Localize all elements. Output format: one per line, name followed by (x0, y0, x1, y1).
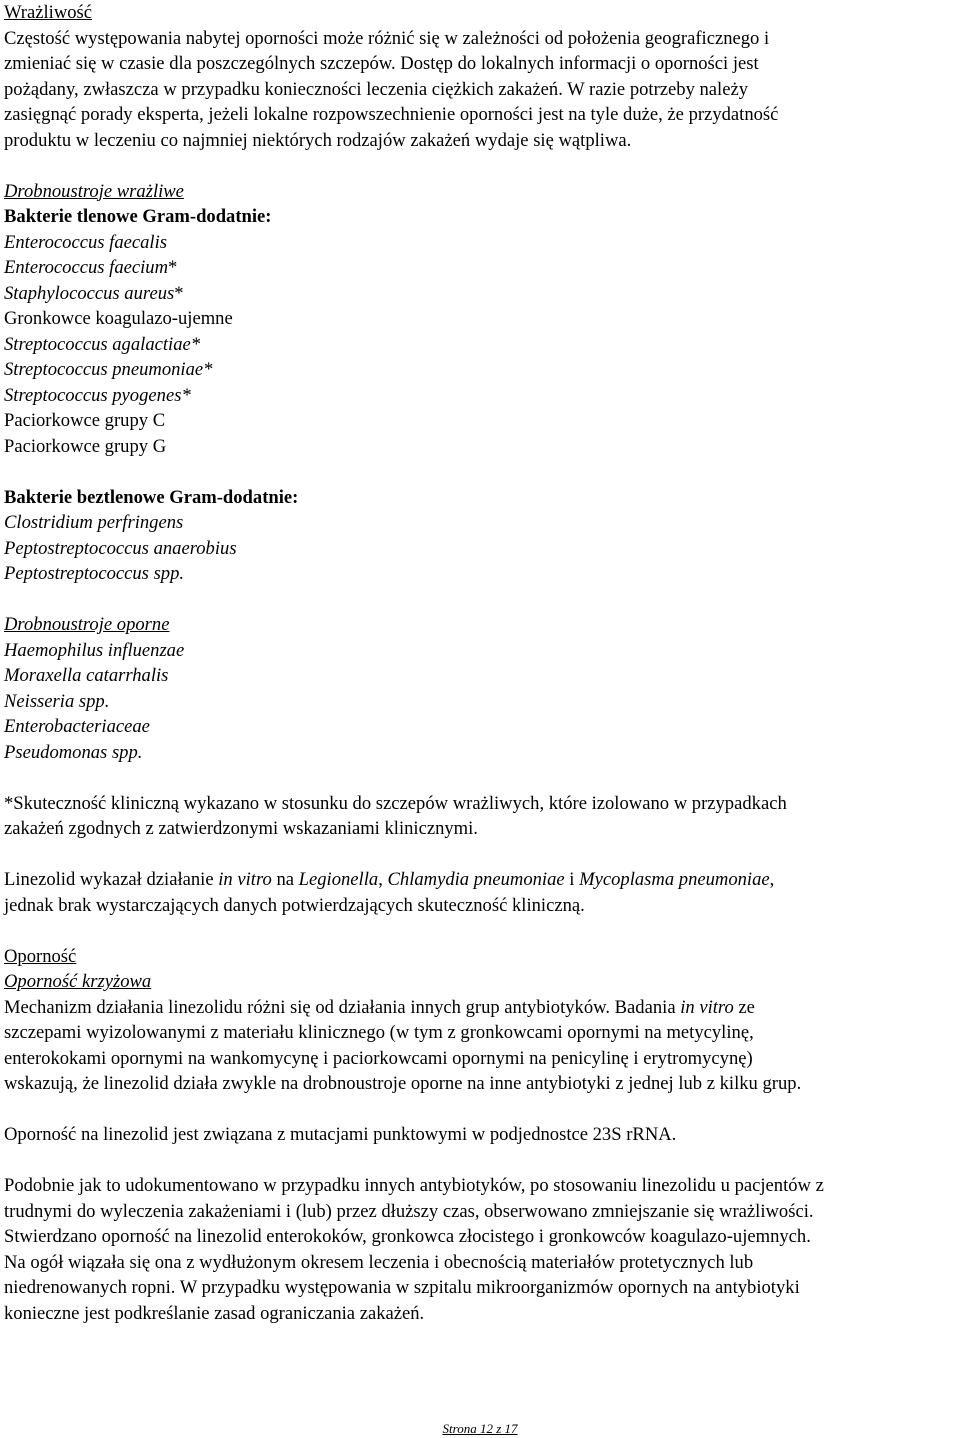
organism-item: Enterococcus faecium* (4, 257, 178, 278)
organism-item: Pseudomonas spp. (4, 741, 143, 763)
paragraph-line: zmieniać się w czasie dla poszczególnych szczepów. Dostęp do lokalnych informacji o oporności jest (4, 53, 759, 74)
paragraph-line: szczepami wyizolowanymi z materiału klinicznego (w tym z gronkowcami opornymi na metycylinę, (4, 1022, 754, 1043)
organism-item: Streptococcus agalactiae* (4, 333, 201, 355)
page-number-footer: Strona 12 z 17 (442, 1421, 518, 1436)
paragraph-line: Mechanizm działania linezolidu różni się od działania innych grup antybiotyków. Badania in vitro ze (4, 996, 755, 1018)
organism-item: Gronkowce koagulazo-ujemne (4, 308, 233, 329)
opornosc-heading: Oporność (4, 945, 77, 967)
organism-item: Paciorkowce grupy C (4, 410, 166, 431)
organism-item: Peptostreptococcus anaerobius (4, 537, 237, 559)
paragraph-line: enterokokami opornymi na wankomycynę i paciorkowcami opornymi na penicylinę i erytromycynę) (4, 1047, 753, 1069)
paragraph-line: produktu w leczeniu co najmniej niektórych rodzajów zakażeń wydaje się wątpliwa. (4, 129, 632, 151)
document-page (4, 0, 958, 1326)
susceptible-heading: Drobnoustroje wrażliwe (4, 180, 184, 202)
organism-item: Enterobacteriaceae (4, 716, 150, 737)
organism-item: Peptostreptococcus spp. (4, 563, 185, 584)
linezolid-activity-line: Linezolid wykazał działanie in vitro na Legionella, Chlamydia pneumoniae i Mycoplasma pneumoniae, (4, 869, 775, 890)
organism-item: Paciorkowce grupy G (4, 435, 167, 457)
anaerobic-heading: Bakterie beztlenowe Gram-dodatnie: (4, 486, 299, 508)
mutation-line: Oporność na linezolid jest związana z mutacjami punktowymi w podjednostce 23S rRNA. (4, 1124, 677, 1145)
organism-item: Neisseria spp. (4, 690, 110, 712)
paragraph-line: trudnymi do wyleczenia zakażeniami i (lub) przez dłuższy czas, obserwowano zmniejszanie się wrażliwości. (4, 1200, 814, 1222)
resistant-heading: Drobnoustroje oporne (4, 614, 170, 635)
paragraph-line: pożądany, zwłaszcza w przypadku konieczności leczenia ciężkich zakażeń. W razie potrzeby należy (4, 78, 749, 100)
paragraph-line: jednak brak wystarczających danych potwierdzających skuteczność kliniczną. (4, 894, 585, 916)
footnote-line: zakażeń zgodnych z zatwierdzonymi wskazaniami klinicznymi. (4, 818, 478, 839)
paragraph-line: konieczne jest podkreślanie zasad ograniczania zakażeń. (4, 1302, 425, 1324)
paragraph-line: wskazują, że linezolid działa zwykle na drobnoustroje oporne na inne antybiotyki z jednej lub z kilku grup. (4, 1073, 802, 1094)
paragraph-line: Podobnie jak to udokumentowano w przypadku innych antybiotyków, po stosowaniu linezolidu u pacjentów z (4, 1175, 824, 1196)
organism-item: Streptococcus pyogenes* (4, 384, 191, 406)
organism-item: Enterococcus faecalis (4, 231, 167, 253)
organism-item: Clostridium perfringens (4, 512, 184, 533)
organism-item: Streptococcus pneumoniae* (4, 359, 213, 380)
organism-item: Staphylococcus aureus* (4, 282, 184, 304)
paragraph-line: zasięgnąć porady eksperta, jeżeli lokalne rozpowszechnienie oporności jest na tyle duże, że przydatność (4, 104, 779, 125)
aerobic-heading: Bakterie tlenowe Gram-dodatnie: (4, 206, 272, 227)
organism-item: Haemophilus influenzae (4, 639, 185, 661)
paragraph-line: niedrenowanych ropni. W przypadku występowania w szpitalu mikroorganizmów opornych na antybiotyki (4, 1277, 800, 1298)
organism-item: Moraxella catarrhalis (4, 665, 169, 686)
cross-resistance-heading: Oporność krzyżowa (4, 971, 152, 992)
paragraph-line: Częstość występowania nabytej oporności może różnić się w zależności od położenia geograficznego i (4, 27, 770, 49)
paragraph-line: Stwierdzano oporność na linezolid enterokoków, gronkowca złocistego i gronkowców koagulazo-ujemnych. (4, 1226, 811, 1247)
section-heading-wrazliwosc: Wrażliwość (4, 2, 93, 23)
footnote-line: *Skuteczność kliniczną wykazano w stosunku do szczepów wrażliwych, które izolowano w przypadkach (4, 792, 787, 814)
paragraph-line: Na ogół wiązała się ona z wydłużonym okresem leczenia i obecnością materiałów protetycznych lub (4, 1251, 754, 1273)
